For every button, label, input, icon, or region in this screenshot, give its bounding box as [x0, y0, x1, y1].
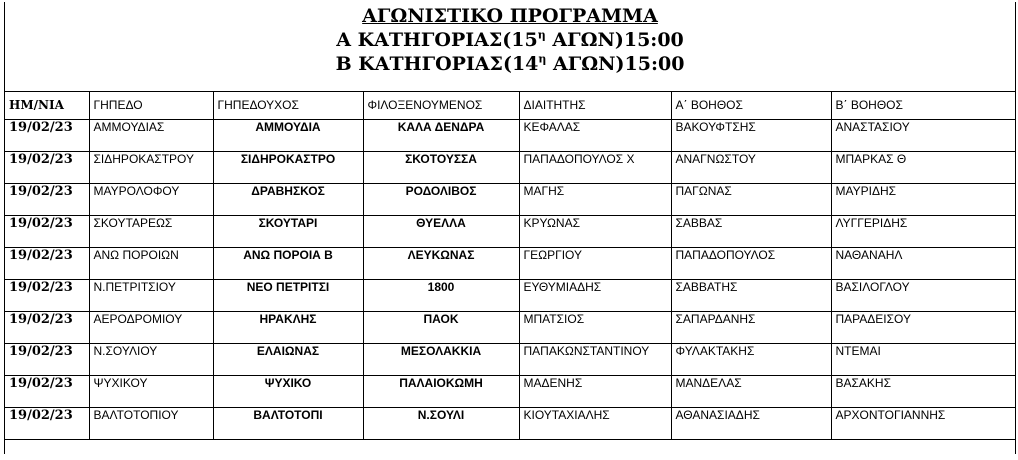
- column-header-field: ΓΗΠΕΔΟ: [89, 92, 213, 119]
- referee-cell: ΕΥΘΥΜΙΑΔΗΣ: [519, 279, 671, 311]
- match-date-cell: 19/02/23: [5, 247, 89, 279]
- away-team-cell: ΛΕΥΚΩΝΑΣ: [363, 247, 519, 279]
- table-row: [5, 119, 1016, 151]
- away-team-cell: 1800: [363, 279, 519, 311]
- home-team-cell: ΨΥΧΙΚΟ: [213, 375, 363, 407]
- referee-cell: ΠΑΠΑΚΩΝΣΤΑΝΤΙΝΟΥ: [519, 343, 671, 375]
- assistant-referee-2-cell: ΜΠΑΡΚΑΣ Θ: [831, 151, 1016, 183]
- assistant-referee-1-cell: ΒΑΚΟΥΦΤΣΗΣ: [671, 119, 831, 151]
- table-row: [5, 183, 1016, 215]
- stadium-cell: Ν.ΠΕΤΡΙΤΣΙΟΥ: [89, 279, 213, 311]
- home-team-cell: ΑΜΜΟΥΔΙΑ: [213, 119, 363, 151]
- table-row: [5, 247, 1016, 279]
- match-date-cell: 19/02/23: [5, 375, 89, 407]
- assistant-referee-2-cell: ΝΤΕΜΑΙ: [831, 343, 1016, 375]
- column-header-assistant-1: Α΄ ΒΟΗΘΟΣ: [671, 92, 831, 119]
- stadium-cell: ΑΕΡΟΔΡΟΜΙΟΥ: [89, 311, 213, 343]
- category-b-label: Β ΚΑΤΗΓΟΡΙΑΣ(14: [335, 53, 539, 75]
- schedule-title: ΑΓΩΝΙΣΤΙΚΟ ΠΡΟΓΡΑΜΜΑ: [362, 5, 658, 27]
- assistant-referee-2-cell: ΝΑΘΑΝΑΗΛ: [831, 247, 1016, 279]
- table-row: [5, 311, 1016, 343]
- stadium-cell: ΜΑΥΡΟΛΟΦΟΥ: [89, 183, 213, 215]
- category-b-line: [5, 52, 1015, 76]
- referee-cell: ΚΙΟΥΤΑΧΙΑΛΗΣ: [519, 407, 671, 439]
- table-row: [5, 215, 1016, 247]
- assistant-referee-1-cell: ΠΑΠΑΔΟΠΟΥΛΟΣ: [671, 247, 831, 279]
- stadium-cell: ΨΥΧΙΚΟΥ: [89, 375, 213, 407]
- assistant-referee-1-cell: ΣΑΒΒΑΣ: [671, 215, 831, 247]
- stadium-cell: ΑΝΩ ΠΟΡΟΙΩΝ: [89, 247, 213, 279]
- category-a-label: Α ΚΑΤΗΓΟΡΙΑΣ(15: [336, 29, 538, 51]
- assistant-referee-1-cell: ΠΑΓΩΝΑΣ: [671, 183, 831, 215]
- header-row: [5, 92, 1016, 119]
- category-a-time: ΑΓΩΝ)15:00: [545, 29, 684, 51]
- column-header-away: ΦΙΛΟΞΕΝΟΥΜΕΝΟΣ: [363, 92, 519, 119]
- assistant-referee-2-cell: ΒΑΣΙΛΟΓΛΟΥ: [831, 279, 1016, 311]
- stadium-cell: ΑΜΜΟΥΔΙΑΣ: [89, 119, 213, 151]
- match-date-cell: 19/02/23: [5, 343, 89, 375]
- assistant-referee-2-cell: ΛΥΓΓΕΡΙΔΗΣ: [831, 215, 1016, 247]
- match-date-cell: 19/02/23: [5, 215, 89, 247]
- category-b-time: ΑΓΩΝ)15:00: [546, 53, 685, 75]
- assistant-referee-1-cell: ΑΘΑΝΑΣΙΑΔΗΣ: [671, 407, 831, 439]
- assistant-referee-2-cell: ΑΝΑΣΤΑΣΙΟΥ: [831, 119, 1016, 151]
- away-team-cell: ΣΚΟΤΟΥΣΣΑ: [363, 151, 519, 183]
- title-block: [5, 2, 1015, 92]
- category-a-line: [5, 28, 1015, 52]
- away-team-cell: ΜΕΣΟΛΑΚΚΙΑ: [363, 343, 519, 375]
- home-team-cell: ΗΡΑΚΛΗΣ: [213, 311, 363, 343]
- column-header-referee: ΔΙΑΙΤΗΤΗΣ: [519, 92, 671, 119]
- table-row: [5, 407, 1016, 439]
- match-date-cell: 19/02/23: [5, 407, 89, 439]
- stadium-cell: ΣΙΔΗΡΟΚΑΣΤΡΟΥ: [89, 151, 213, 183]
- schedule-sheet: [4, 2, 1016, 454]
- schedule-body: [5, 119, 1016, 439]
- away-team-cell: ΡΟΔΟΛΙΒΟΣ: [363, 183, 519, 215]
- referee-cell: ΜΑΓΗΣ: [519, 183, 671, 215]
- category-b-superscript: η: [538, 52, 547, 66]
- column-header-assistant-2: Β΄ ΒΟΗΘΟΣ: [831, 92, 1016, 119]
- referee-cell: ΜΠΑΤΣΙΟΣ: [519, 311, 671, 343]
- referee-cell: ΜΑΔΕΝΗΣ: [519, 375, 671, 407]
- home-team-cell: ΣΚΟΥΤΑΡΙ: [213, 215, 363, 247]
- table-row: [5, 375, 1016, 407]
- assistant-referee-2-cell: ΜΑΥΡΙΔΗΣ: [831, 183, 1016, 215]
- match-date-cell: 19/02/23: [5, 279, 89, 311]
- away-team-cell: ΠΑΛΑΙΟΚΩΜΗ: [363, 375, 519, 407]
- stadium-cell: Ν.ΣΟΥΛΙΟΥ: [89, 343, 213, 375]
- home-team-cell: ΝΕΟ ΠΕΤΡΙΤΣΙ: [213, 279, 363, 311]
- home-team-cell: ΕΛΑΙΩΝΑΣ: [213, 343, 363, 375]
- assistant-referee-1-cell: ΑΝΑΓΝΩΣΤΟΥ: [671, 151, 831, 183]
- match-date-cell: 19/02/23: [5, 183, 89, 215]
- table-row: [5, 343, 1016, 375]
- assistant-referee-1-cell: ΣΑΠΑΡΔΑΝΗΣ: [671, 311, 831, 343]
- home-team-cell: ΣΙΔΗΡΟΚΑΣΤΡΟ: [213, 151, 363, 183]
- stadium-cell: ΣΚΟΥΤΑΡΕΩΣ: [89, 215, 213, 247]
- table-row: [5, 279, 1016, 311]
- assistant-referee-1-cell: ΜΑΝΔΕΛΑΣ: [671, 375, 831, 407]
- home-team-cell: ΑΝΩ ΠΟΡΟΙΑ Β: [213, 247, 363, 279]
- assistant-referee-2-cell: ΑΡΧΟΝΤΟΓΙΑΝΝΗΣ: [831, 407, 1016, 439]
- assistant-referee-1-cell: ΣΑΒΒΑΤΗΣ: [671, 279, 831, 311]
- away-team-cell: Ν.ΣΟΥΛΙ: [363, 407, 519, 439]
- home-team-cell: ΒΑΛΤΟΤΟΠΙ: [213, 407, 363, 439]
- match-date-cell: 19/02/23: [5, 151, 89, 183]
- assistant-referee-2-cell: ΠΑΡΑΔΕΙΣΟΥ: [831, 311, 1016, 343]
- referee-cell: ΓΕΩΡΓΙΟΥ: [519, 247, 671, 279]
- stadium-cell: ΒΑΛΤΟΤΟΠΙΟΥ: [89, 407, 213, 439]
- referee-cell: ΠΑΠΑΔΟΠΟΥΛΟΣ Χ: [519, 151, 671, 183]
- match-date-cell: 19/02/23: [5, 119, 89, 151]
- category-a-superscript: η: [537, 28, 546, 42]
- table-row: [5, 151, 1016, 183]
- away-team-cell: ΠΑΟΚ: [363, 311, 519, 343]
- match-date-cell: 19/02/23: [5, 311, 89, 343]
- referee-cell: ΚΕΦΑΛΑΣ: [519, 119, 671, 151]
- away-team-cell: ΘΥΕΛΛΑ: [363, 215, 519, 247]
- assistant-referee-2-cell: ΒΑΣΑΚΗΣ: [831, 375, 1016, 407]
- column-header-home: ΓΗΠΕΔΟΥΧΟΣ: [213, 92, 363, 119]
- assistant-referee-1-cell: ΦΥΛΑΚΤΑΚΗΣ: [671, 343, 831, 375]
- schedule-table: [5, 92, 1016, 440]
- home-team-cell: ΔΡΑΒΗΣΚΟΣ: [213, 183, 363, 215]
- referee-cell: ΚΡΥΩΝΑΣ: [519, 215, 671, 247]
- column-header-date: ΗΜ/ΝΙΑ: [5, 92, 89, 119]
- away-team-cell: ΚΑΛΑ ΔΕΝΔΡΑ: [363, 119, 519, 151]
